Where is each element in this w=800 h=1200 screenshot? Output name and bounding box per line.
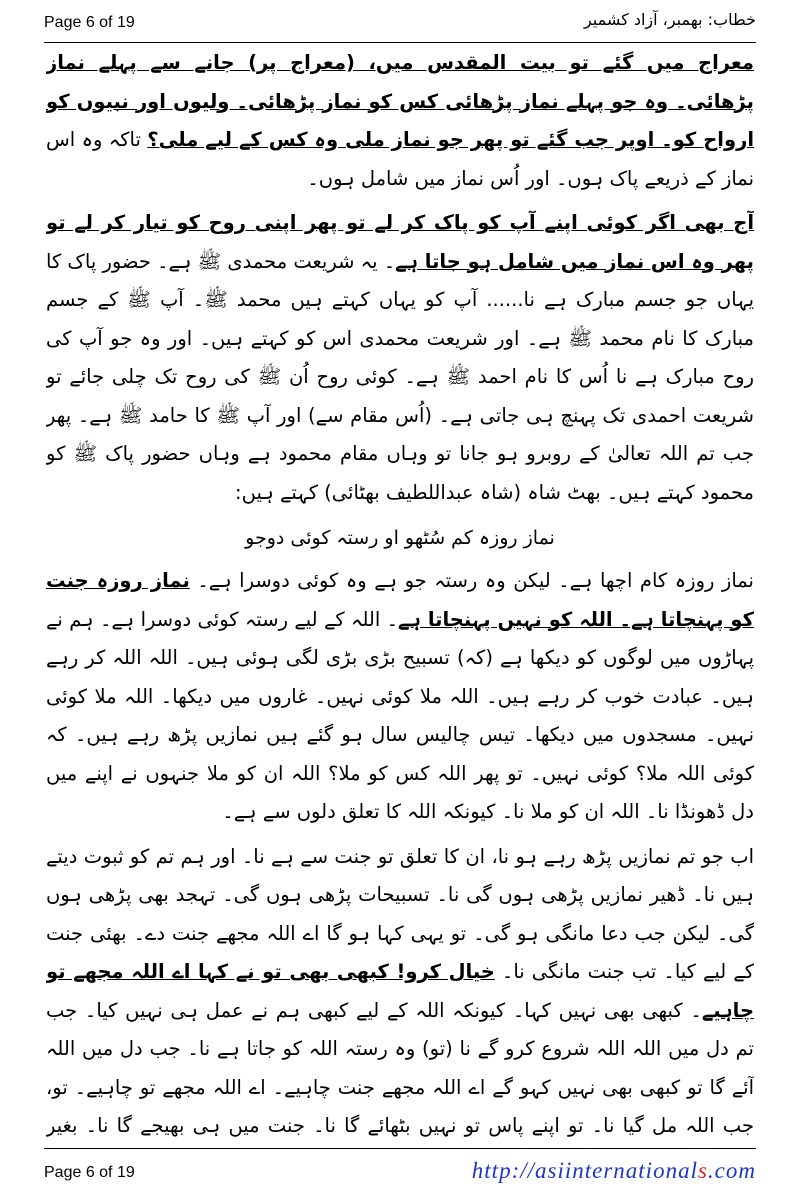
paragraph	[46, 838, 754, 1143]
page-header	[44, 8, 756, 42]
text-run: اب جو تم نمازیں پڑھ رہے ہو نا، ان کا تعلق تو جنت سے ہے نا۔ اور ہم تم کو ثبوت دیتے ہیں نا۔ ڈھیر نمازیں پڑھی ہوں گی نا۔ تسبیحات پڑھی ہوں گی۔ تہجد بھی پڑھی ہوں گی۔ لیکن جب دعا مانگی ہو گی۔ تو یہی کہا ہو گا اے اللہ مجھے جنت دے۔ بھئی جنت کے لیے کیا۔ تب جنت مانگی نا۔	[46, 844, 754, 983]
document-body	[46, 44, 754, 1142]
text-run: نماز روزہ جنت کو پہنچاتا ہے۔ اللہ کو نہیں پہنچاتا ہے	[46, 569, 754, 631]
text-run: خیال کرو! کبھی بھی تو نے کہا اے اللہ مجھے تو چاہیے	[46, 960, 754, 1022]
header-title: خطاب: بھمبر، آزاد کشمیر	[583, 10, 756, 29]
footer-website-link[interactable]	[472, 1158, 756, 1184]
text-run: ۔ کبھی بھی نہیں کہا۔ کیونکہ اللہ کے لیے کبھی ہم نے عمل ہی نہیں کیا۔ جب تم دل میں اللہ اللہ شروع کرو گے نا (تو) وہ رستہ اللہ کو جاتا ہے نا۔ جب دل میں اللہ آئے گا تو کبھی بھی نہیں کہو گے اے اللہ مجھے جنت چاہیے۔ اے اللہ مجھے تو چاہیے۔ تو، جب اللہ مل گیا نا۔ تو اپنے پاس تو نہیں بٹھائے گا نا۔ جنت میں ہی بھیجے گا نا۔ بغیر	[46, 998, 754, 1137]
paragraph	[46, 562, 754, 832]
text-run: ۔ اللہ کے لیے رستہ کوئی دوسرا ہے۔ ہم نے پہاڑوں میں لوگوں کو دیکھا ہے (کہ) تسبیح بڑی بڑی لگی ہوئی ہیں۔ اللہ اللہ کر رہے ہیں۔ عبادت خوب کر رہے ہیں۔ اللہ ملا کوئی نہیں۔ غاروں میں دیکھا۔ اللہ ملا کوئی نہیں۔ مسجدوں میں دیکھا۔ تیس چالیس سال ہو گئے ہیں نمازیں پڑھ رہے ہیں۔ کہ کوئی اللہ ملا؟ کوئی نہیں۔ تو پھر اللہ کس کو ملا؟ اللہ ان کو ملا جنہوں نے اپنے میں دل ڈھونڈا نا۔ اللہ ان کو ملا نا۔ کیونکہ اللہ کا تعلق دلوں سے ہے۔	[46, 607, 754, 823]
header-page-number: Page 6 of 19	[44, 14, 135, 31]
page-footer	[44, 1156, 756, 1192]
header-rule	[44, 42, 756, 43]
text-run: آج بھی اگر کوئی اپنے آپ کو پاک کر لے تو پھر اپنی روح کو تیار کر لے تو پھر وہ اس نماز میں شامل ہو جاتا ہے	[46, 211, 754, 273]
text-run: معراج میں گئے تو بیت المقدس میں، (معراج پر) جانے سے پہلے نماز پڑھائی۔ وہ جو پہلے نماز پڑھائی کس کو نماز پڑھائی۔ ولیوں اور نبیوں کو ارواح کو۔ اوپر جب گئے تو پھر جو نماز ملی وہ کس کے لیے ملی؟	[46, 51, 754, 151]
text-run: ۔ یہ شریعت محمدی ﷺ ہے۔ حضور پاک کا یہاں جو جسم مبارک ہے نا...... آپ کو یہاں کہتے ہیں محمد ﷺ۔ آپ ﷺ کے جسم مبارک کا نام محمد ﷺ ہے۔ اور شریعت محمدی اس کو کہتے ہیں۔ اور وہ جو آپ کی روح مبارک ہے نا اُس کا نام احمد ﷺ ہے۔ کوئی روح اُن ﷺ کی روح تک چلی جائے تو شریعت احمدی تک پہنچ ہی جاتی ہے۔ (اُس مقام سے) اور آپ ﷺ کا حامد ﷺ ہے۔ پھر جب تم اللہ تعالیٰ کے روبرو ہو جانا تو وہاں مقام محمود ہے وہاں حضور پاک ﷺ کو محمود کہتے ہیں۔ بھٹ شاہ (شاہ عبداللطیف بھٹائی) کہتے ہیں:	[46, 249, 754, 504]
url-prefix: http://asiinternational	[471, 1158, 698, 1183]
footer-page-number: Page 6 of 19	[44, 1164, 135, 1181]
footer-rule	[44, 1148, 756, 1149]
text-run: نماز روزہ کام اچھا ہے۔ لیکن وہ رستہ جو ہے وہ کوئی دوسرا ہے۔	[189, 569, 754, 592]
url-suffix: .com	[707, 1158, 756, 1183]
paragraph	[46, 204, 754, 512]
paragraph	[46, 44, 754, 198]
url-accent: s	[697, 1158, 708, 1183]
sindhi-couplet: نماز روزہ کم سُٹھو او رستہ کوئی دوجو	[245, 527, 555, 549]
text-run: تاکہ وہ اس نماز کے ذریعے پاک ہوں۔ اور اُس نماز میں شامل ہوں۔	[46, 128, 754, 190]
